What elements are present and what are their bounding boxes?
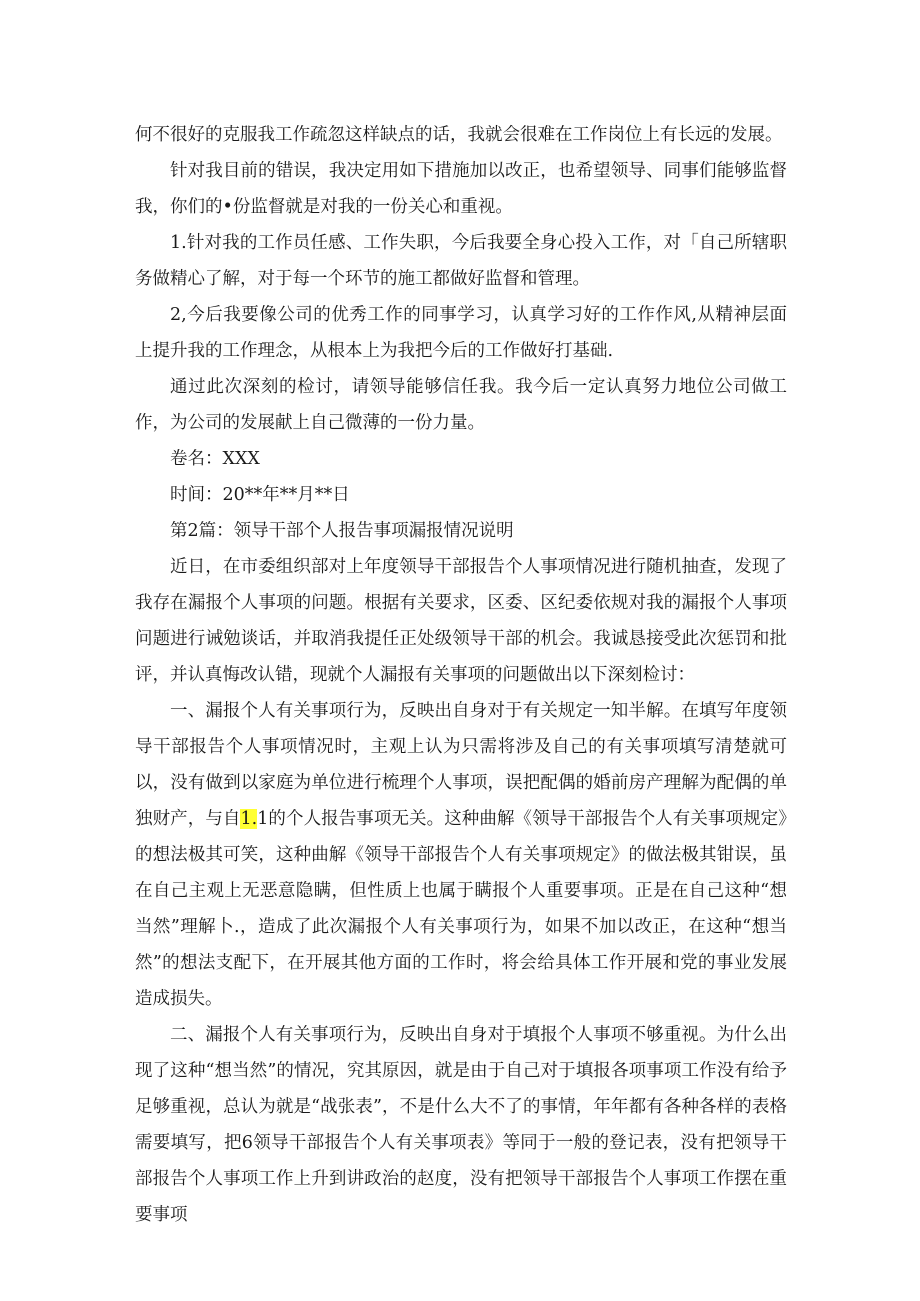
signature-line: 卷名：XXX bbox=[170, 449, 260, 469]
paragraph-measure-1: 1.针对我的工作员任感、工作失职，今后我要全身心投入工作，对「自己所辖职务做精心了解，对于每一个环节的施工都做好监督和管理。 bbox=[135, 233, 787, 289]
document-body bbox=[135, 117, 787, 1233]
paragraph-measure-2: 2,今后我要像公司的优秀工作的同事学习，认真学习好的工作作风,从精神层面上提升我的工作理念，从根本上为我把今后的工作做好打基础. bbox=[135, 305, 787, 361]
paragraph-measures-intro: 针对我目前的错误，我决定用如下措施加以改正，也希望领导、同事们能够监督我，你们的•份监督就是对我的一份关心和重视。 bbox=[135, 161, 787, 217]
section-title: 第2篇：领导干部个人报告事项漏报情况说明 bbox=[170, 521, 514, 541]
date-line: 时间：20**年**月**日 bbox=[170, 485, 350, 505]
paragraph-point-one bbox=[135, 693, 787, 1017]
paragraph-point-two: 二、漏报个人有关事项行为，反映出自身对于填报个人事项不够重视。为什么出现了这种“想当然”的情况，究其原因，就是由于自己对于填报各项事项工作没有给予足够重视，总认为就是“战张表”，不是什么大不了的事情，年年都有各种各样的表格需要填写，把6领导干部报告个人有关事项表》等同于一般的登记表，没有把领导干部报告个人事项工作上升到讲政治的赵度，没有把领导干部报告个人事项工作摆在重要事项 bbox=[135, 1025, 787, 1225]
paragraph-continuation: 何不很好的克服我工作疏忽这样缺点的话，我就会很难在工作岗位上有长远的发展。 bbox=[135, 125, 783, 145]
highlighted-text: 1. bbox=[240, 809, 258, 829]
paragraph-closing: 通过此次深刻的检讨，请领导能够信任我。我今后一定认真努力地位公司做工作，为公司的发展献上自己微薄的一份力量。 bbox=[135, 377, 787, 433]
paragraph-intro: 近日，在市委组织部对上年度领导干部报告个人事项情况进行随机抽查，发现了我存在漏报个人事项的问题。根据有关要求，区委、区纪委依规对我的漏报个人事项问题进行诫勉谈话，并取消我提任正处级领导干部的机会。我诚恳接受此次惩罚和批评，并认真悔改认错，现就个人漏报有关事项的问题做出以下深刻检讨： bbox=[135, 557, 787, 685]
point-one-text-after: 1的个人报告事项无关。这种曲解《领导干部报告个人有关事项规定》的想法极其可笑，这种曲解《领导干部报告个人有关事项规定》的做法极其钳误，虽在自己主观上无恶意隐瞒，但性质上也属于瞒报个人重要事项。正是在自己这种“想当然”理解卜.，造成了此次漏报个人有关事项行为，如果不加以改正，在这种“想当然”的想法支配下，在开展其他方面的工作时，将会给具体工作开展和党的事业发展造成损失。 bbox=[135, 809, 787, 1009]
point-one-text-before: 一、漏报个人有关事项行为，反映出自身对于有关规定一知半解。在填写年度领导干部报告个人事项情况时，主观上认为只需将涉及自己的有关事项填写清楚就可以，没有做到以家庭为单位进行梳理个人事项，误把配偶的婚前房产理解为配偶的单独财产，与自 bbox=[135, 701, 787, 829]
